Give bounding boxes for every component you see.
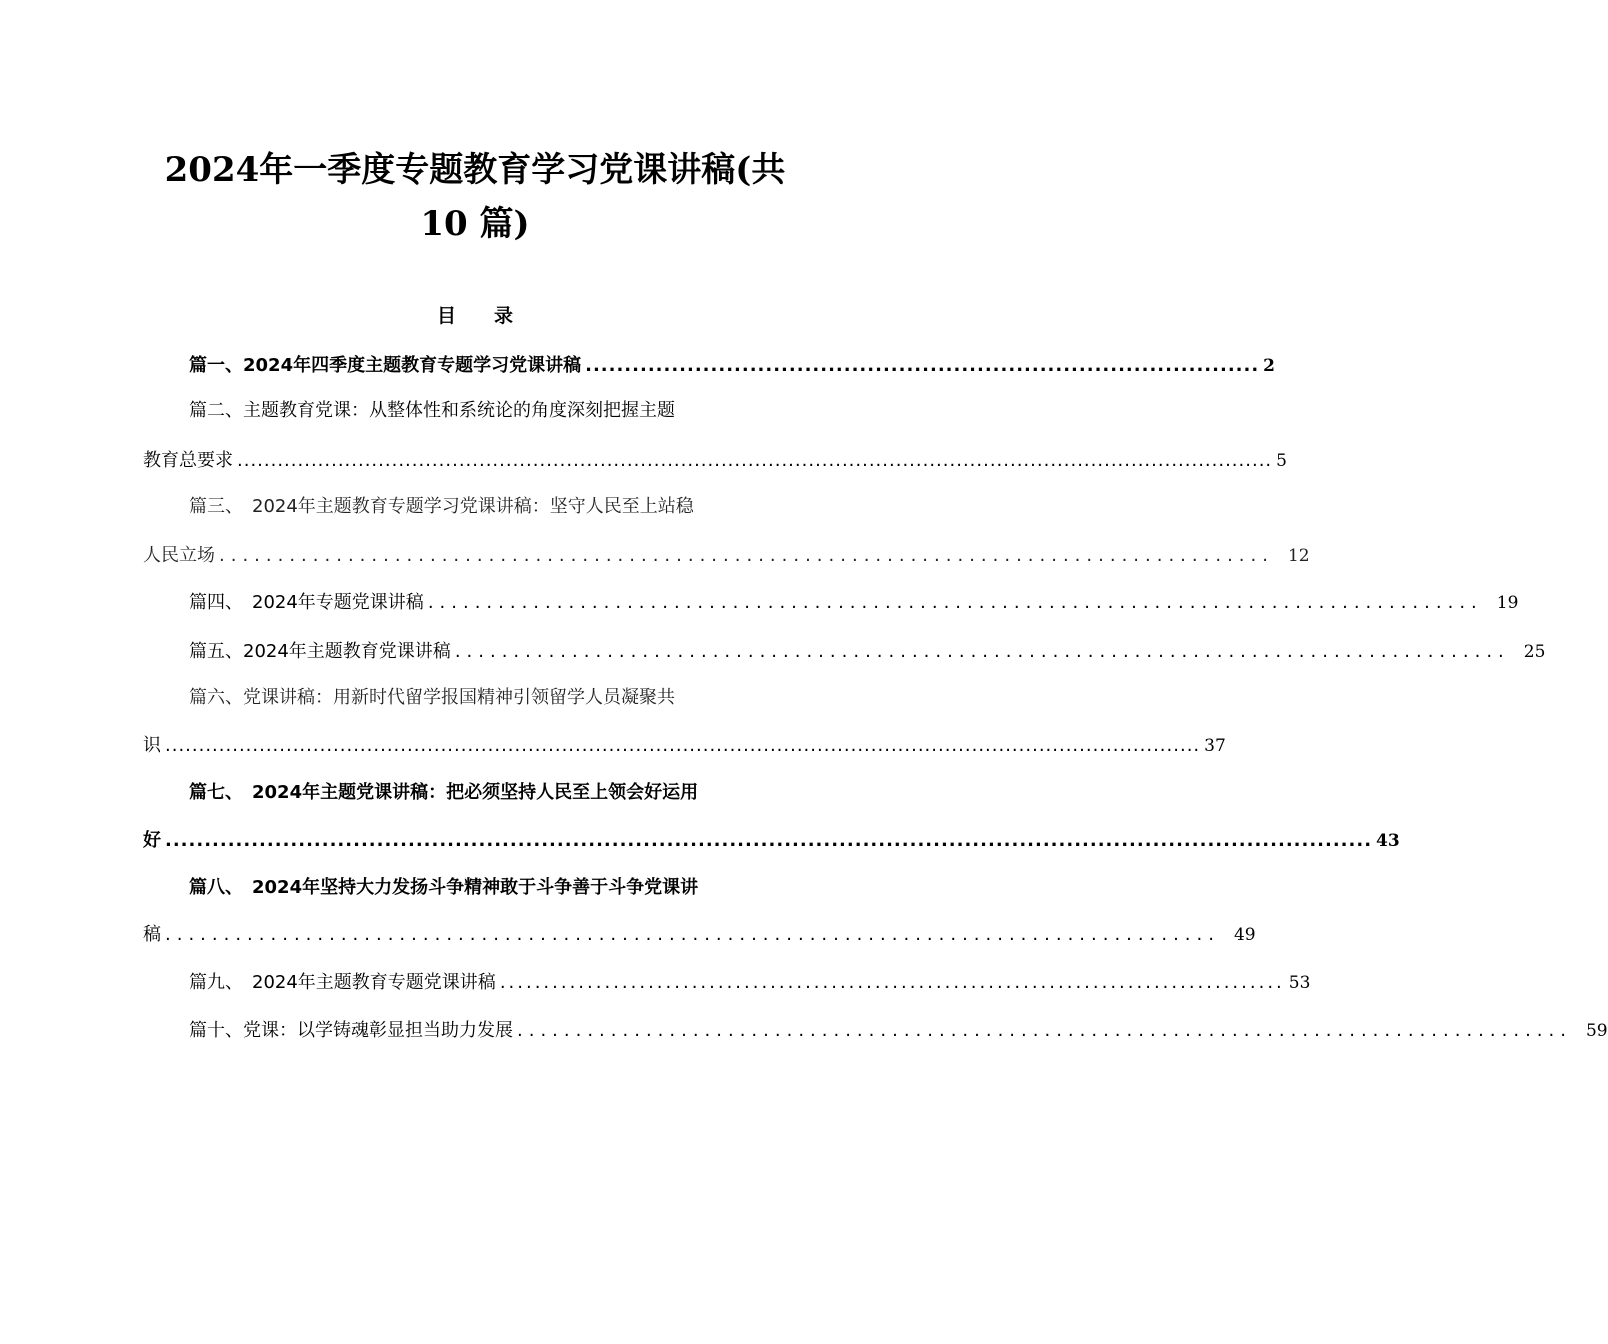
toc-entry-title: 篇十、党课：以学铸魂彰显担当助力发展: [189, 1020, 513, 1041]
toc-page-number: 43: [1376, 831, 1400, 851]
toc-entry-3-continuation[interactable]: [143, 541, 1310, 571]
toc-entry-title: 篇二、主题教育党课：从整体性和系统论的角度深刻把握主题: [189, 400, 675, 421]
toc-heading: 目 录: [436, 305, 513, 327]
toc-page-number: 25: [1523, 642, 1546, 662]
document-title-line-1: 2024年一季度专题教育学习党课讲稿(共: [164, 150, 786, 190]
dot-leader: ..........................................................................................: [165, 924, 1220, 945]
dot-leader: ..........................................................................................: [499, 972, 1285, 993]
dot-leader: ..........................................................................................................................................................: [237, 450, 1273, 471]
toc-entry-title-continued: 教育总要求: [143, 450, 233, 471]
toc-entry-title-continued: 人民立场: [143, 545, 215, 566]
toc-entry-7[interactable]: [189, 778, 807, 808]
toc-entry-title: 篇五、2024年主题教育党课讲稿: [189, 641, 451, 662]
toc-entry-2[interactable]: [189, 396, 807, 426]
toc-entry-7-continuation[interactable]: [143, 826, 1400, 856]
dot-leader: ..........................................................................................................................................................: [165, 735, 1201, 756]
toc-entry-2-continuation[interactable]: [143, 446, 1287, 476]
toc-entry-title: 篇四、 2024年专题党课讲稿: [189, 592, 424, 613]
dot-leader: ......................................................................................: [585, 355, 1260, 376]
toc-entry-5[interactable]: [189, 637, 1546, 667]
toc-page-number: 37: [1204, 736, 1226, 756]
dot-leader: ..........................................................................................: [517, 1020, 1572, 1041]
toc-entry-9[interactable]: [189, 968, 1311, 998]
dot-leader: ..........................................................................................: [427, 592, 1483, 613]
toc-page-number: 53: [1288, 973, 1311, 993]
toc-entry-title: 篇八、 2024年坚持大力发扬斗争精神敢于斗争善于斗争党课讲: [189, 877, 699, 898]
toc-page-number: 19: [1496, 593, 1519, 613]
toc-entry-6-continuation[interactable]: [143, 731, 1226, 761]
toc-entry-title-continued: 稿: [143, 924, 161, 945]
toc-entry-title: 篇七、 2024年主题党课讲稿：把必须坚持人民至上领会好运用: [189, 782, 699, 803]
toc-entry-title-continued: 好: [143, 830, 161, 851]
toc-page-number: 5: [1276, 451, 1287, 471]
toc-entry-title: 篇三、 2024年主题教育专题学习党课讲稿：坚守人民至上站稳: [189, 496, 694, 517]
toc-page-number: 12: [1287, 546, 1310, 566]
toc-entry-8[interactable]: [189, 873, 807, 903]
toc-entry-6[interactable]: [189, 683, 807, 713]
dot-leader: ..........................................................................................................................................................: [165, 830, 1373, 851]
toc-entry-3[interactable]: [189, 492, 807, 522]
toc-entry-1[interactable]: [189, 351, 1276, 381]
toc-page-number: 49: [1233, 925, 1256, 945]
document-title-line-2: 10 篇): [420, 204, 530, 244]
toc-entry-title: 篇九、 2024年主题教育专题党课讲稿: [189, 972, 496, 993]
toc-entry-title: 篇六、党课讲稿：用新时代留学报国精神引领留学人员凝聚共: [189, 687, 675, 708]
toc-entry-4[interactable]: [189, 588, 1519, 618]
toc-entry-8-continuation[interactable]: [143, 920, 1256, 950]
toc-entry-title-continued: 识: [143, 735, 161, 756]
dot-leader: ..........................................................................................: [454, 641, 1510, 662]
dot-leader: ..........................................................................................: [219, 545, 1274, 566]
toc-page-number: 2: [1263, 356, 1276, 376]
toc-entry-10[interactable]: [189, 1016, 1608, 1046]
toc-page-number: 59: [1585, 1021, 1608, 1041]
toc-entry-title: 篇一、2024年四季度主题教育专题学习党课讲稿: [189, 355, 582, 376]
